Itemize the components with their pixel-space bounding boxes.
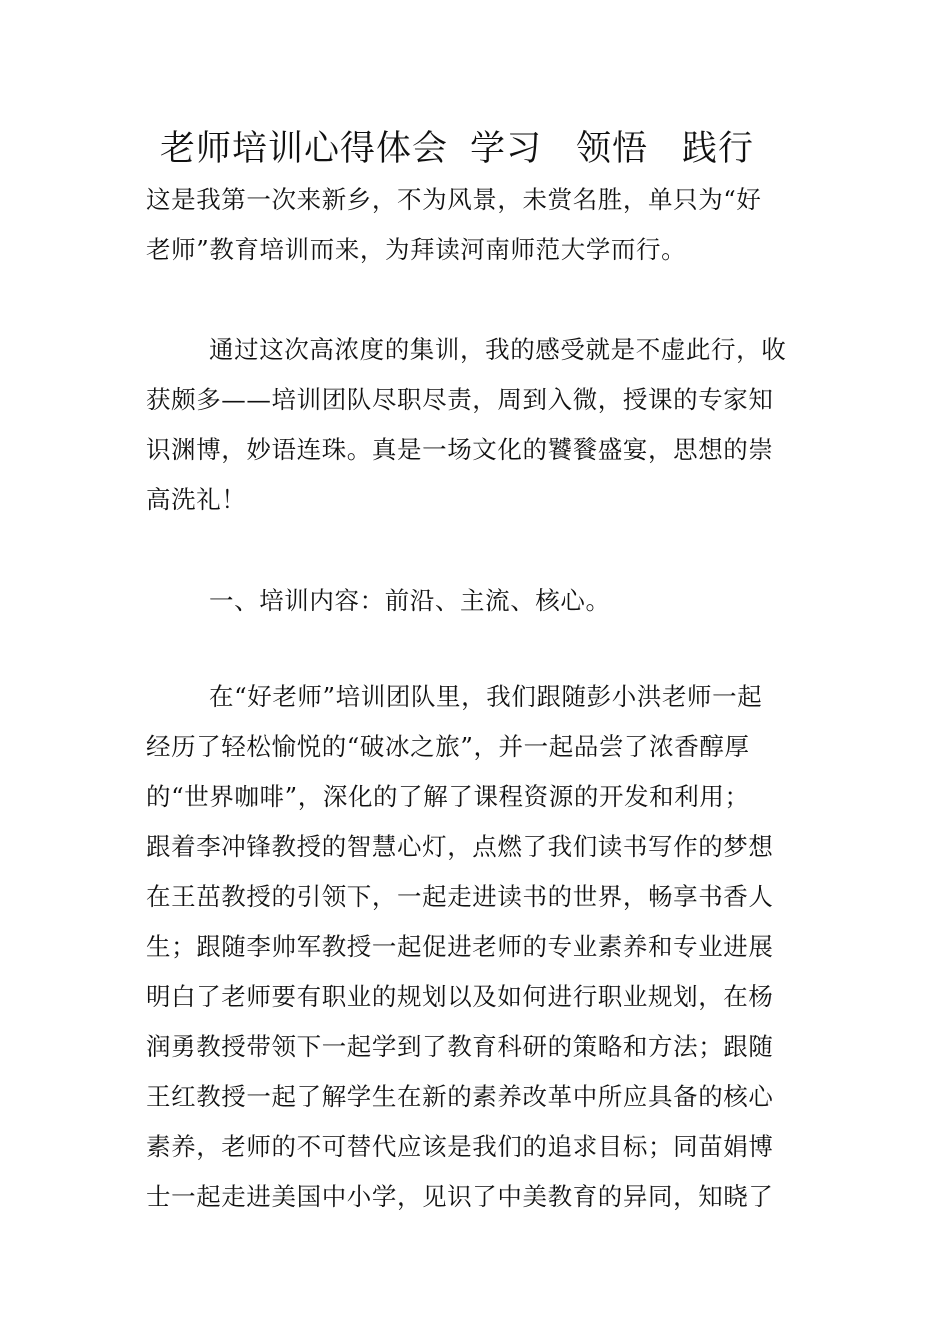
document-title bbox=[160, 124, 810, 174]
paragraph-4-line-8: 润勇教授带领下一起学到了教育科研的策略和方法；跟随 bbox=[146, 1032, 774, 1061]
paragraph-4-line-1: 在“好老师”培训团队里，我们跟随彭小洪老师一起 bbox=[209, 682, 763, 711]
title-part-comprehend: 领悟 bbox=[576, 129, 649, 169]
paragraph-2-line-2: 获颇多——培训团队尽职尽责，周到入微，授课的专家知 bbox=[146, 385, 774, 414]
paragraph-1-line-2: 老师”教育培训而来，为拜读河南师范大学而行。 bbox=[146, 235, 687, 264]
paragraph-4-line-5: 在王茁教授的引领下，一起走进读书的世界，畅享书香人 bbox=[146, 882, 774, 911]
paragraph-2-line-1: 通过这次高浓度的集训，我的感受就是不虚此行，收 bbox=[209, 335, 787, 364]
title-main: 老师培训心得体会 bbox=[160, 129, 449, 169]
paragraph-4-line-11: 士一起走进美国中小学，见识了中美教育的异同，知晓了 bbox=[146, 1182, 774, 1211]
paragraph-4-line-6: 生；跟随李帅军教授一起促进老师的专业素养和专业进展 bbox=[146, 932, 774, 961]
title-part-study: 学习 bbox=[470, 129, 543, 169]
title-part-practice: 践行 bbox=[682, 129, 755, 169]
paragraph-4-line-9: 王红教授一起了解学生在新的素养改革中所应具备的核心 bbox=[146, 1082, 774, 1111]
paragraph-4-line-3: 的“世界咖啡”，深化的了解了课程资源的开发和利用； bbox=[146, 782, 750, 811]
paragraph-2-line-4: 高洗礼！ bbox=[146, 485, 247, 514]
paragraph-4-line-4: 跟着李冲锋教授的智慧心灯，点燃了我们读书写作的梦想 bbox=[146, 832, 774, 861]
paragraph-1-line-1: 这是我第一次来新乡，不为风景，未赏名胜，单只为“好 bbox=[146, 185, 762, 214]
paragraph-2-line-3: 识渊博，妙语连珠。真是一场文化的饕餮盛宴，思想的崇 bbox=[146, 435, 774, 464]
paragraph-4-line-7: 明白了老师要有职业的规划以及如何进行职业规划，在杨 bbox=[146, 982, 774, 1011]
section-heading-training-content: 一、培训内容：前沿、主流、核心。 bbox=[209, 586, 611, 615]
paragraph-4-line-10: 素养，老师的不可替代应该是我们的追求目标；同苗娟博 bbox=[146, 1132, 774, 1161]
paragraph-4-line-2: 经历了轻松愉悦的“破冰之旅”，并一起品尝了浓香醇厚 bbox=[146, 732, 750, 761]
